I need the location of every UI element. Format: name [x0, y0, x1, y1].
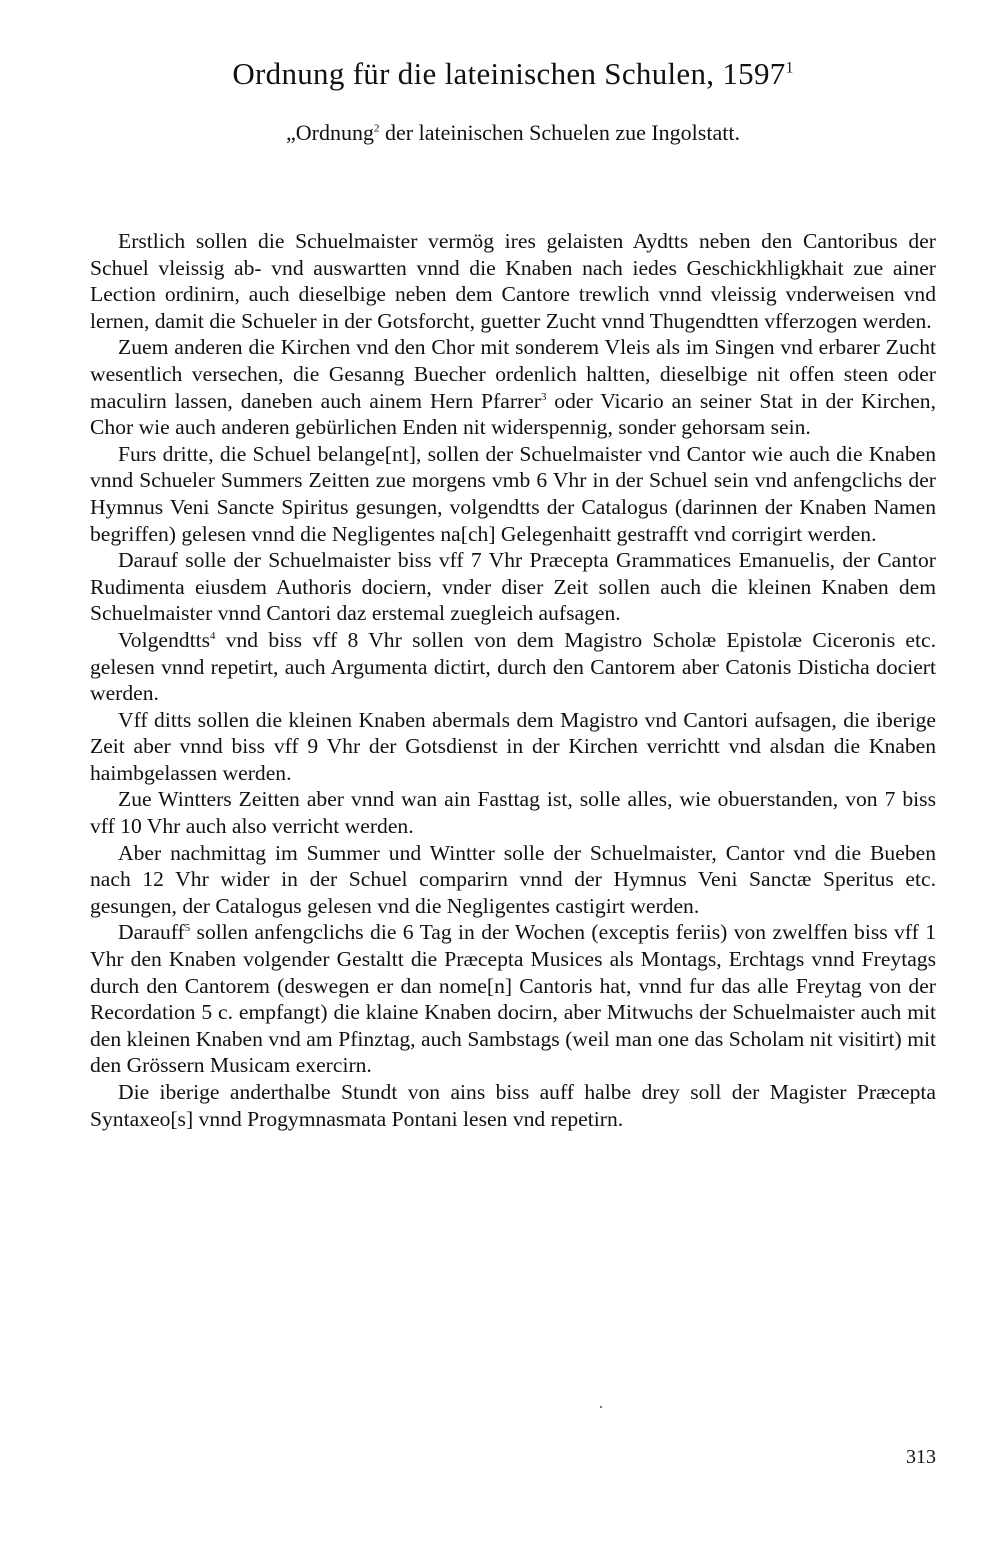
document-subtitle: [90, 118, 936, 148]
footnote-marker: 3: [540, 390, 547, 403]
paragraph: [90, 627, 936, 707]
paragraph-text: Aber nachmittag im Summer und Wintter solle der Schuelmaister, Cantor vnd die Bueben nach 12 Vhr wider in der Schuel comparirn vnnd der Hymnus Veni Sanctæ Speritus etc. gesungen, der Catalogus gelesen vnd die Negligentes castigirt werden.: [90, 840, 936, 918]
paragraph-text: Darauf solle der Schuelmaister biss vff 7 Vhr Præcepta Grammatices Emanuelis, der Cantor Rudimenta eiusdem Authoris dociern, vnder diser Zeit sollen auch die kleinen Knaben dem Schuelmaister vnnd Cantori daz erstemal zuegleich aufsagen.: [90, 548, 936, 626]
paragraph: [90, 786, 936, 839]
print-speck: [600, 1406, 602, 1408]
paragraph: [90, 334, 936, 440]
paragraph: [90, 1079, 936, 1132]
paragraph-text: Volgendtts: [118, 627, 210, 652]
paragraph-text: sollen anfengclichs die 6 Tag in der Wochen (exceptis feriis) von zwelffen biss vff 1 Vhr den Knaben volgender Gestaltt die Præcepta Musices als Montags, Erchtags vnnd Freytags durch den Cantorem (deswegen er dan nome[n] Cantoris hat, vnnd fur das alle Freytag von der Recordation 5 c. empfangt) die klaine Knaben docirn, aber Mitwuchs der Schuelmaister auch mit den kleinen Knaben vnd am Pfinztag, auch Sambstags (weil man one das Scholam nit visitirt) mit den Grössern Musicam exercirn.: [90, 920, 936, 1078]
paragraph-text: vnd biss vff 8 Vhr sollen von dem Magistro Scholæ Epistolæ Ciceronis etc. gelesen vnnd repetirt, auch Argumenta dictirt, durch den Cantorem aber Catonis Disticha dociert werden.: [90, 627, 936, 706]
paragraph: [90, 547, 936, 627]
page-number: 313: [906, 1446, 936, 1468]
subtitle-text-end: der lateinischen Schuelen zue Ingolstatt.: [379, 120, 740, 145]
paragraph-text: Zuem anderen die Kirchen vnd den Chor mit sonderem Vleis als im Singen vnd erbarer Zucht wesentlich versechen, die Gesanng Buecher ordenlich haltten, dieselbige nit offen steen oder maculirn lassen, daneben auch ainem Hern Pfarrer: [90, 335, 936, 413]
paragraph: [90, 707, 936, 787]
document-page: [90, 0, 936, 1548]
paragraph: [90, 840, 936, 920]
subtitle-text-start: „Ordnung: [286, 120, 375, 145]
document-title: [90, 54, 936, 94]
subtitle-footnote-marker: 2: [374, 122, 380, 135]
paragraph: [90, 919, 936, 1079]
paragraph-text: oder Vicario an seiner Stat in der Kirchen, Chor wie auch anderen gebürlichen Enden nit widerspennig, sonder gehorsam sein.: [90, 388, 936, 440]
paragraph-text: Vff ditts sollen die kleinen Knaben abermals dem Magistro vnd Cantori aufsagen, die iberige Zeit aber vnnd biss vff 9 Vhr der Gotsdienst in der Kirchen verrichtt vnd alsdan die Knaben haimbgelassen werden.: [90, 707, 936, 785]
title-text: Ordnung für die lateinischen Schulen, 1597: [232, 56, 786, 91]
paragraph-text: Zue Wintters Zeitten aber vnnd wan ain Fasttag ist, solle alles, wie obuerstanden, von 7 biss vff 10 Vhr auch also verricht werden.: [90, 787, 936, 839]
footnote-marker: 4: [209, 629, 216, 642]
title-footnote-marker: 1: [785, 59, 794, 77]
document-body: [90, 228, 936, 1132]
footnote-marker: 5: [184, 922, 191, 935]
paragraph-text: Darauff: [118, 920, 185, 945]
paragraph-text: Furs dritte, die Schuel belange[nt], sollen der Schuelmaister vnd Cantor wie auch die Knaben vnnd Schueler Summers Zeitten zue morgens vmb 6 Vhr in der Schuel sein vnd anfengclichs der Hymnus Veni Sancte Spiritus gesungen, volgendtts der Catalogus (darinnen der Knaben Namen begriffen) gelesen vnnd die Negligentes na[ch] Gelegenhaitt gestrafft vnd corrigirt werden.: [90, 441, 936, 546]
paragraph-text: Die iberige anderthalbe Stundt von ains biss auff halbe drey soll der Magister Præcepta Syntaxeo[s] vnnd Progymnasmata Pontani lesen vnd repetirn.: [90, 1080, 936, 1131]
paragraph: [90, 228, 936, 334]
paragraph: [90, 441, 936, 547]
paragraph-text: Erstlich sollen die Schuelmaister vermög ires gelaisten Aydtts neben den Cantoribus der Schuel vleissig ab- vnd auswartten vnnd die Knaben nach iedes Geschickhligkhait zue ainer Lection ordinirn, auch dieselbige neben dem Cantore trewlich vnnd vleissig vnderweisen vnd lernen, damit die Schueler in der Gotsforcht, guetter Zucht vnnd Thugendtten vfferzogen werden.: [90, 229, 936, 333]
